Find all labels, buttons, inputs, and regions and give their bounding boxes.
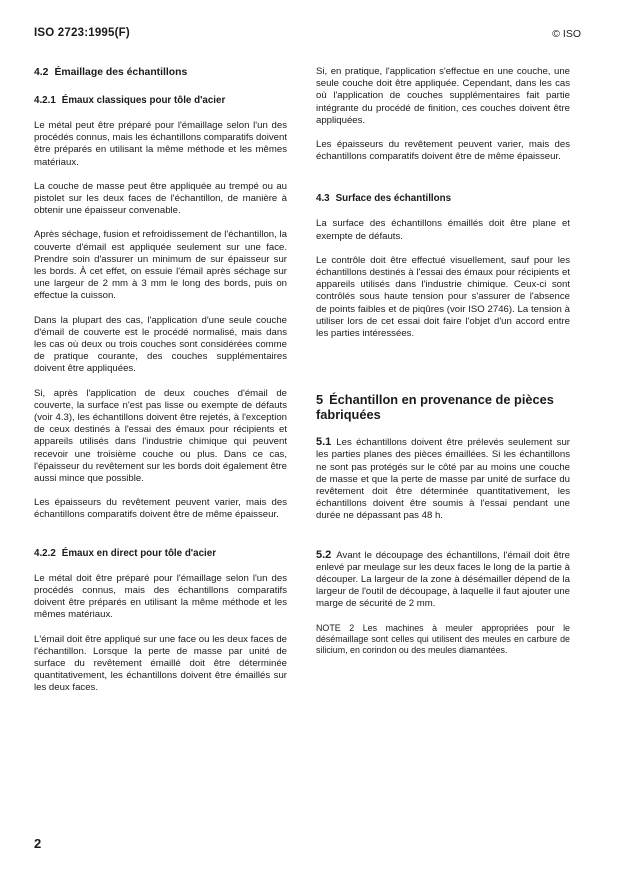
section-number: 4.3 <box>316 193 330 205</box>
document-id: ISO 2723:1995(F) <box>34 27 130 39</box>
paragraph: Le métal peut être préparé pour l'émaillage selon l'un des procédés connus, mais les échantillons comparatifs doivent être préparés en utilisant la même méthode et les mêmes matériaux. <box>34 120 287 168</box>
copyright-notice: © ISO <box>552 28 581 40</box>
section-4-2-2-heading <box>34 548 287 560</box>
section-4-2-1-heading <box>34 95 287 107</box>
paragraph: Les épaisseurs du revêtement peuvent varier, mais des échantillons comparatifs doivent être de même épaisseur. <box>34 497 287 521</box>
section-title: Émaux en direct pour tôle d'acier <box>61 547 217 559</box>
paragraph: Le contrôle doit être effectué visuellement, sauf pour les échantillons destinés à l'essai des émaux pour récipients et appareils utilisés dans l'industrie chimique. Ceux-ci sont contrôlés sous haute tension pour s'assurer de l'absence de points faibles et de piqûres (voir ISO 2746). La tension à utiliser lors de cet essai doit faire l'objet d'un accord entre les parties intéressées. <box>316 254 570 340</box>
clause-5-1 <box>316 436 570 522</box>
section-4-3-heading <box>316 193 570 205</box>
clause-text: Les échantillons doivent être prélevés seulement sur les parties planes des pièces émaillées. Si les échantillons ne sont pas protégés sur le côté par au moins une couche de masse et que la perte de masse par unité de surface du revêtement doit être déterminée quantitativement, les échantillons doivent être soumis à l'essai pendant une durée ne dépassant pas 48 h. <box>316 437 570 522</box>
section-title: Émaillage des échantillons <box>54 67 188 78</box>
note-2: NOTE 2 Les machines à meuler appropriées pour le désémaillage sont celles qui utilisent des meules en carbure de silicium, en corindon ou des meules diamantées. <box>316 622 570 656</box>
page-number: 2 <box>34 836 42 851</box>
paragraph: Si, après l'application de deux couches d'émail de couverte, la surface n'est pas lisse ou exempte de défauts (voir 4.3), les échantillons doivent être rejetés, à l'exception de ceux destinés à l'essai des émaux pour récipients et appareils utilisés dans l'industrie chimique qui peuvent recevoir une troisième couche ou plus. Dans ce cas, l'épaisseur du revêtement sur les bords doit également être aussi mince que possible. <box>34 387 287 485</box>
paragraph: Le métal doit être préparé pour l'émaillage selon l'un des procédés connus, mais des échantillons comparatifs doivent être préparés en utilisant la même méthode et les mêmes matériaux. <box>34 572 287 621</box>
clause-5-2 <box>316 549 570 611</box>
section-number: 4.2.1 <box>34 95 56 106</box>
paragraph: Si, en pratique, l'application s'effectue en une couche, une seule couche doit être appliquée. Cependant, dans les cas où l'application de couches supplémentaires fait partie intégrante du procédé de finition, ces couches doivent être appliquées. <box>316 66 570 126</box>
section-number: 5 <box>316 392 324 408</box>
paragraph: L'émail doit être appliqué sur une face ou les deux faces de l'échantillon. Lorsque la perte de masse par unité de surface du revêtement émaillé doit être déterminée quantitativement, les échantillons doivent être émaillés sur les deux faces. <box>34 633 287 694</box>
section-title: Surface des échantillons <box>335 193 452 205</box>
left-column <box>34 66 287 707</box>
section-number: 4.2.2 <box>34 547 56 559</box>
section-title: Émaux classiques pour tôle d'acier <box>61 95 226 106</box>
clause-number: 5.1 <box>316 436 332 449</box>
right-column <box>316 66 570 668</box>
clause-text: Avant le découpage des échantillons, l'émail doit être enlevé par meulage sur les deux faces le long de la partie à découper. La largeur de la zone à désémailler dépend de la largeur de l'outil de découpage, à laquelle il faut ajouter une marge de sécurité de 2 mm. <box>316 549 570 610</box>
section-5-heading <box>316 392 570 422</box>
clause-number: 5.2 <box>316 548 332 561</box>
paragraph: La couche de masse peut être appliquée au trempé ou au pistolet sur les deux faces de l'échantillon, de manière à obtenir une épaisseur convenable. <box>34 180 287 217</box>
section-title: Échantillon en provenance de pièces fabriquées <box>316 392 554 423</box>
paragraph: Les épaisseurs du revêtement peuvent varier, mais des échantillons comparatifs doivent être de même épaisseur. <box>316 139 570 163</box>
section-number: 4.2 <box>34 67 49 78</box>
paragraph: Dans la plupart des cas, l'application d'une seule couche d'émail de couverte est le procédé normalisé, mais dans les cas où deux ou trois couches sont considérées comme de pratique courante, des couches supplémentaires doivent être appliquées. <box>34 314 287 375</box>
section-4-2-heading <box>34 66 287 79</box>
paragraph: Après séchage, fusion et refroidissement de l'échantillon, la couverte d'émail est appliquée seulement sur une face. Prendre soin d'assurer un minimum de sur épaisseur sur les bords. À cet effet, on essuie l'émail après séchage sur une largeur de 2 mm à 3 mm le long des bords, puis on effectue la cuisson. <box>34 229 287 302</box>
paragraph: La surface des échantillons émaillés doit être plane et exempte de défauts. <box>316 218 570 242</box>
